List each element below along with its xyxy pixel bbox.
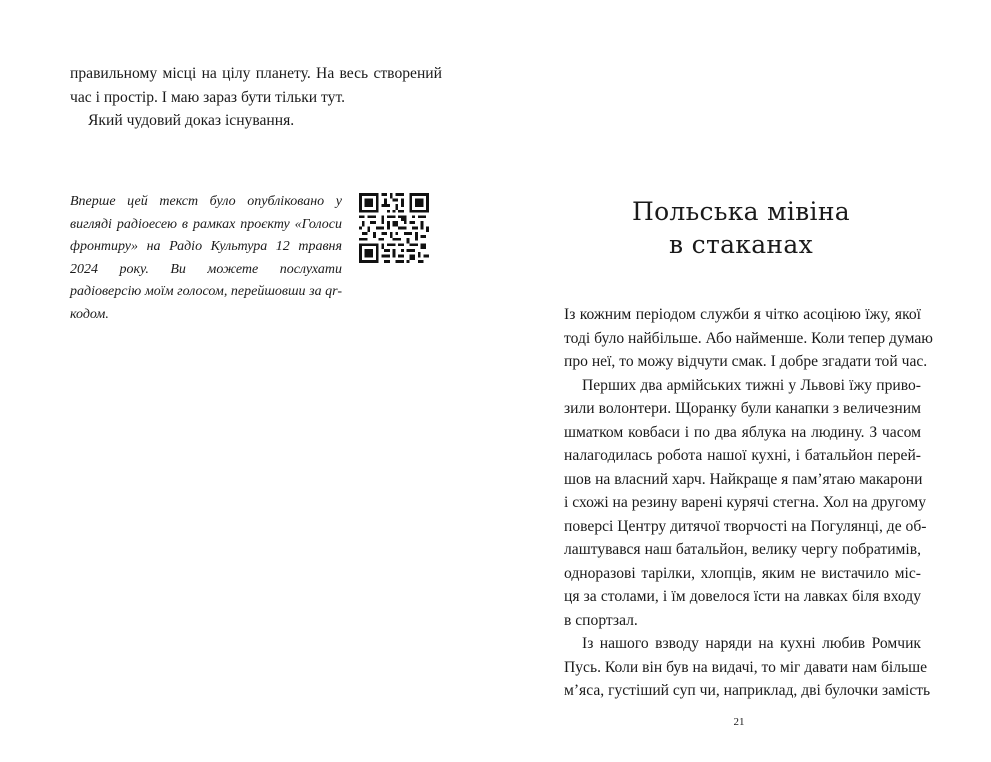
page-number: 21 [733, 716, 745, 728]
chapter-title-line: Польська мівіна [631, 196, 850, 226]
right-page-text [564, 303, 933, 703]
text-line: ця за столами, і їм довелося їсти на лавках біля входу [564, 588, 921, 605]
text-line: правильному місці на цілу планету. На весь створений [70, 65, 442, 82]
text-line: поверсі Центру дитячої творчості на Погулянці, де об- [564, 517, 927, 535]
text-line: тоді було найбільше. Або найменше. Коли тепер думаю [564, 329, 933, 347]
text-line: лаштувався наш батальйон, велику чергу побратимів, [564, 541, 921, 558]
text-line: в спортзал. [564, 611, 638, 629]
text-line: про неї, то можу відчути смак. І добре згадати той час. [564, 353, 928, 370]
left-page-text [70, 62, 442, 133]
text-line: і схожі на резину варені курячі стегна. Хол на другому [564, 494, 927, 511]
text-line: зили волонтери. Щоранку були канапки з величезним [564, 400, 921, 417]
qr-code-icon[interactable] [359, 193, 429, 263]
chapter-title [562, 195, 920, 262]
text-line: налагодилась робота нашої кухні, і батальйон перей- [564, 447, 921, 464]
text-line: час і простір. І маю зараз бути тільки тут. [70, 88, 345, 106]
chapter-title-line: в стаканах [669, 230, 813, 260]
text-line: Із нашого взводу наряди на кухні любив Ромчик [582, 635, 921, 652]
text-line: одноразові тарілки, хлопців, яким не вистачило міс- [564, 564, 921, 582]
text-line: Перших два армійських тижні у Львові їжу приво- [582, 376, 921, 394]
closing-line: Який чудовий доказ існування. [88, 112, 295, 129]
text-line: Із кожним періодом служби я чітко асоціюю їжу, якої [564, 306, 921, 323]
text-line: Пусь. Коли він був на видачі, то міг давати нам більше [564, 658, 928, 676]
text-line: шов на власний харч. Найкраще я пам’ятаю макарони [564, 470, 923, 488]
publication-note: Вперше цей текст було опубліковано у вигляді радіоесею в рамках проєкту «Голоси фронтиру» на Радіо Культура 12 травня 2024 року. Ви можете послухати радіоверсію моїм голосом, перейшовши за qr-кодом. [70, 194, 342, 322]
text-line: м’яса, густіший суп чи, наприклад, дві булочки замість [564, 682, 931, 699]
text-line: шматком ковбаси і по два яблука на людину. З часом [564, 423, 921, 441]
